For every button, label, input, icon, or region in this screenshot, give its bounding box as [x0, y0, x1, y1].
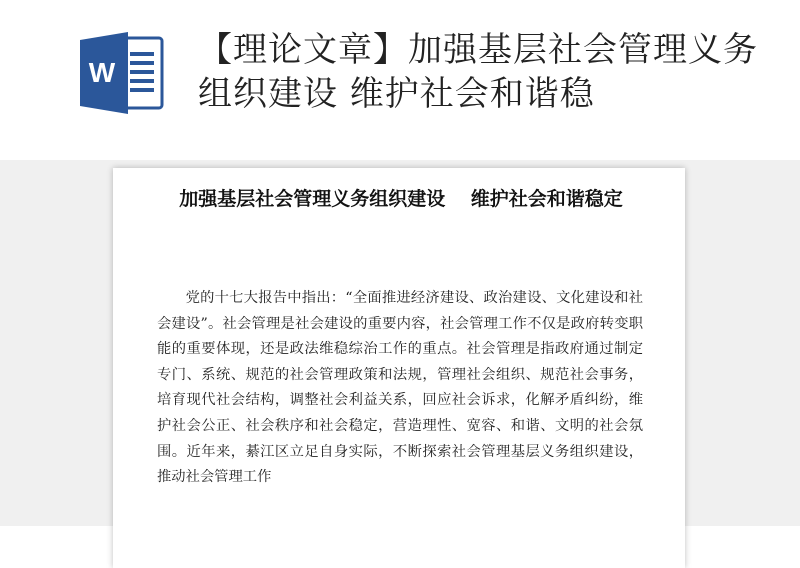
document-title: 加强基层社会管理义务组织建设 维护社会和谐稳定: [179, 188, 623, 210]
word-document-icon: [78, 30, 166, 116]
file-header: [0, 0, 800, 160]
word-icon-letter: W: [88, 57, 116, 88]
page-title: 【理论文章】加强基层社会管理义务组织建设 维护社会和谐稳: [198, 30, 758, 114]
document-page: [113, 168, 685, 568]
document-paragraph: 党的十七大报告中指出：“全面推进经济建设、政治建设、文化建设和社会建设”。社会管理是社会建设的重要内容，社会管理工作不仅是政府转变职能的重要体现，还是政法维稳综治工作的重点。社会管理是指政府通过制定专门、系统、规范的社会管理政策和法规，管理社会组织、规范社会事务，培育现代社会结构，调整社会利益关系，回应社会诉求，化解矛盾纠纷，维护社会公正、社会秩序和社会稳定，营造理性、宽容、和谐、文明的社会氛围。近年来，綦江区立足自身实际，不断探索社会管理基层义务组织建设，推动社会管理工作: [157, 290, 643, 486]
